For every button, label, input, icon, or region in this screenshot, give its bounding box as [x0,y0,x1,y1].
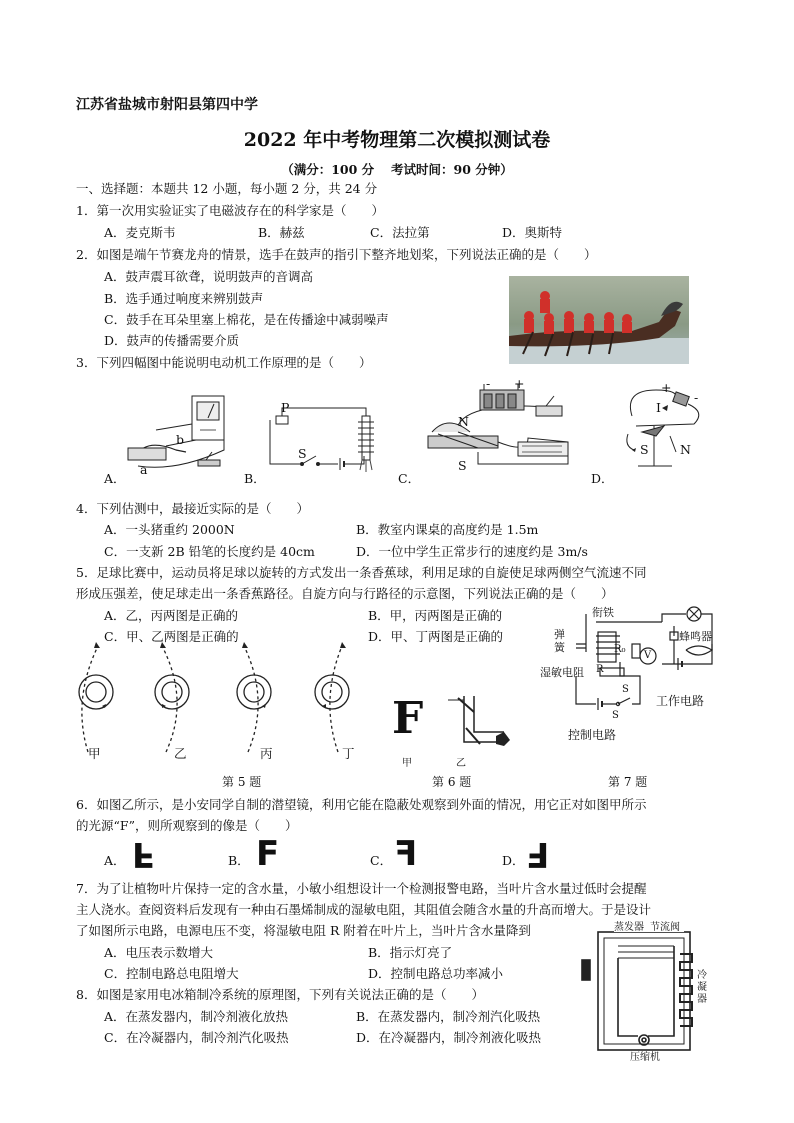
q8-label-compressor: 压缩机 [630,1052,660,1063]
q3-label-plus: + [514,376,525,391]
q8-label-valve: 节流阀 [650,922,680,933]
q3-label-s: S [298,446,307,461]
q3-stem: 3．下列四幅图中能说明电动机工作原理的是（ ） [76,355,372,370]
q3-label-i: I [656,400,661,415]
q6-option-c: C． [370,853,393,868]
q5-label-yi: 乙 [174,746,187,761]
q5-figure [70,640,380,760]
q2-option-b: B．选手通过响度来辨别鼓声 [104,291,264,306]
q3-option-d: D． [591,471,614,486]
q6-label-jia: 甲 [402,758,412,769]
q7-option-b: B．指示灯亮了 [368,945,453,960]
q7-stem-line2: 主人浇水。查阅资料后发现有一种由石墨烯制成的湿敏电阻，其阻值会随含水量的升高而增大。于是设计 [76,902,652,917]
q6-option-d: D． [502,853,525,868]
dragon-boat-photo [509,276,689,364]
q3-label-p: P [281,400,290,415]
q5-option-d: D．甲、丁两图是正确的 [368,629,504,644]
q4-option-c: C．一支新 2B 铅笔的长度约是 40cm [104,544,315,559]
q3-option-b: B． [244,471,266,486]
q6-stem-line1: 6．如图乙所示，是小安同学自制的潜望镜，利用它能在隐蔽处观察到外面的情况，用它正对如图甲所示 [76,797,647,812]
q5-stem-line1: 5．足球比赛中，运动员将足球以旋转的方式发出一条香蕉球，利用足球的自旋使足球两侧空气流速不同 [76,565,647,580]
q3-label-n: N [458,414,469,429]
q2-option-a: A．鼓声震耳欲聋，说明鼓声的音调高 [104,269,314,284]
q5-label-bing: 丙 [260,746,273,761]
q8-option-a: A．在蒸发器内，制冷剂液化放热 [104,1009,289,1024]
q7-stem-line3: 了如图所示电路，电源电压不变，将湿敏电阻 R 附着在叶片上，当叶片含水量降到 [76,923,531,938]
q8-option-c: C．在冷凝器内，制冷剂汽化吸热 [104,1030,289,1045]
exam-title: 2022 年中考物理第二次模拟测试卷 [243,129,551,151]
q2-option-d: D．鼓声的传播需要介质 [104,333,240,348]
q7-stem-line1: 7．为了让植物叶片保持一定的含水量，小敏小组想设计一个检测报警电路，当叶片含水量过低时会提醒 [76,881,647,896]
q7-label-work-circuit: 工作电路 [656,694,705,708]
q3-label-s3: S [640,442,649,457]
q3-label-s2: S [458,458,467,473]
q4-option-a: A．一头猪重约 2000N [104,522,235,537]
q7-label-v: V [644,650,652,661]
q3-label-b: b [176,432,185,447]
q6-option-c-image: F [394,834,418,874]
q1-option-a: A．麦克斯韦 [104,225,176,240]
q4-option-b: B．教室内课桌的高度约是 1.5m [356,522,539,537]
q6-label-yi: 乙 [456,758,466,769]
q7-label-s: S [622,684,629,695]
caption-q5: 第 5 题 [222,775,262,789]
q6-stem-line2: 的光源“F”，则所观察到的像是（ ） [76,818,298,833]
q1-option-c: C．法拉第 [370,225,430,240]
q3-label-minus: - [486,376,491,391]
q7-label-spring: 弹簧 [554,628,565,654]
q8-stem: 8．如图是家用电冰箱制冷系统的原理图，下列有关说法正确的是（ ） [76,987,484,1002]
q3-option-a: A． [104,471,126,486]
q2-stem: 2．如图是端午节赛龙舟的情景，选手在鼓声的指引下整齐地划桨，下列说法正确的是（ ） [76,247,597,262]
q7-label-buzzer: 蜂鸣器 [679,630,712,643]
q7-label-humidity-resistor: 湿敏电阻 [540,666,584,679]
q6-figure-letter-f: F [392,693,424,744]
q2-option-c: C．鼓手在耳朵里塞上棉花，是在传播途中减弱噪声 [104,312,389,327]
caption-q7: 第 7 题 [608,775,648,789]
q4-stem: 4．下列估测中，最接近实际的是（ ） [76,501,309,516]
section-heading: 一、选择题：本题共 12 小题，每小题 2 分，共 24 分 [76,181,378,196]
q5-option-b: B．甲，丙两图是正确的 [368,608,503,623]
q5-label-ding: 丁 [342,746,355,761]
q7-label-control-circuit: 控制电路 [568,728,617,742]
q8-option-b: B．在蒸发器内，制冷剂汽化吸热 [356,1009,541,1024]
q6-option-a: A． [104,853,126,868]
q6-periscope-figure [444,692,514,758]
q7-label-r0: R₀ [614,644,626,655]
q6-option-a-image: F [132,834,156,874]
q5-option-a: A．乙，丙两图是正确的 [104,608,239,623]
q6-option-b-image: F [256,834,280,874]
q8-label-condenser: 冷凝器 [697,970,707,1005]
q7-option-c: C．控制电路总电阻增大 [104,966,239,981]
q5-label-jia: 甲 [88,746,101,761]
caption-q6: 第 6 题 [432,775,472,789]
q3-option-c: C． [398,471,421,486]
q5-stem-line2: 形成压强差，使足球走出一条香蕉路径。自旋方向与行路径的示意图，下列说法正确的是（ ） [76,586,614,601]
q7-label-r: R [596,664,604,675]
q7-label-armature: 衔铁 [592,606,614,619]
q4-option-d: D．一位中学生正常步行的速度约是 3m/s [356,544,588,559]
q3-figure-c [418,376,578,476]
q7-option-d: D．控制电路总功率减小 [368,966,504,981]
q5-option-c: C．甲、乙两图是正确的 [104,629,239,644]
q3-label-d-minus: - [694,390,699,405]
q3-label-a: a [140,462,148,477]
q1-option-b: B．赫兹 [258,225,305,240]
q6-option-d-image: F [526,834,550,874]
q1-stem: 1．第一次用实验证实了电磁波存在的科学家是（ ） [76,203,384,218]
q3-label-n3: N [680,442,691,457]
school-name: 江苏省盐城市射阳县第四中学 [76,97,258,113]
q7-option-a: A．电压表示数增大 [104,945,214,960]
q1-option-d: D．奥斯特 [502,225,563,240]
q7-label-s2: S [612,710,619,721]
q8-label-evaporator: 蒸发器 [614,922,644,933]
q8-option-d: D．在冷凝器内，制冷剂液化吸热 [356,1030,542,1045]
q3-label-d-plus: + [661,380,672,395]
exam-meta: （满分：100 分 考试时间：90 分钟） [281,162,513,177]
q6-option-b: B． [228,853,250,868]
